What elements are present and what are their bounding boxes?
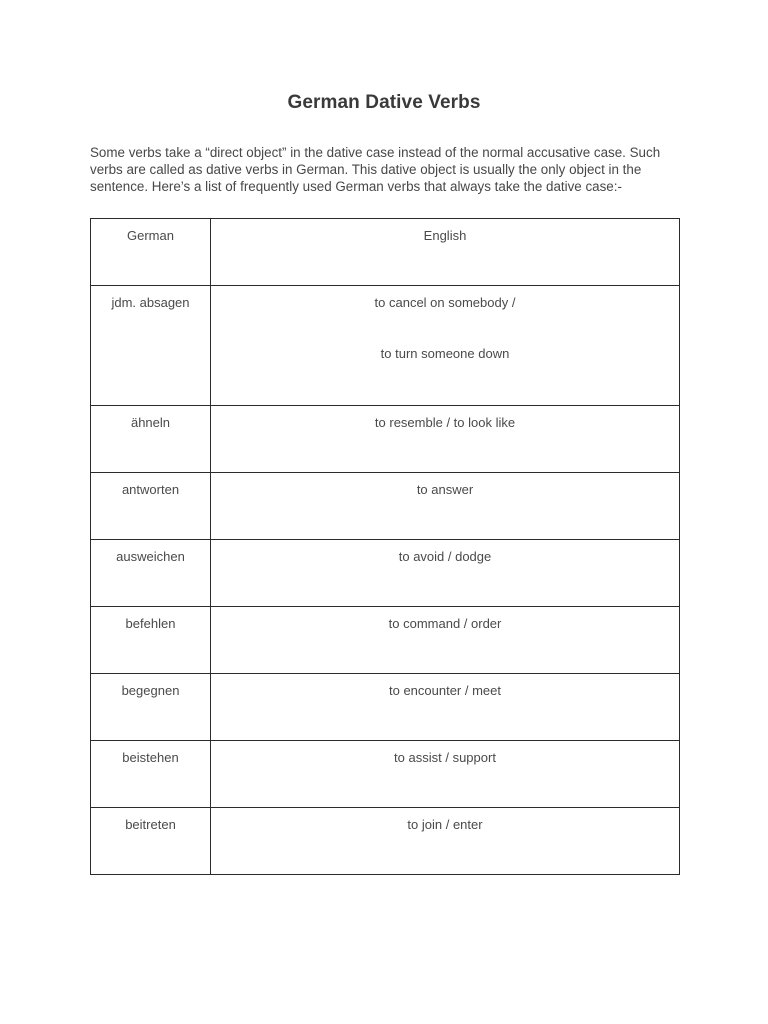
german-cell — [91, 473, 211, 540]
german-cell — [91, 741, 211, 808]
table-row — [91, 473, 680, 540]
english-cell — [211, 406, 680, 473]
table-row — [91, 406, 680, 473]
german-cell — [91, 674, 211, 741]
english-cell — [211, 473, 680, 540]
german-verb: ähneln — [130, 415, 171, 430]
german-verb: antworten — [121, 482, 180, 497]
table-header-row — [91, 219, 680, 286]
intro-paragraph: Some verbs take a “direct object” in the dative case instead of the normal accusative case. Such verbs are called as dative verbs in German. This dative object is usually the only object in the sentence. Here’s a list of frequently used German verbs that always take the dative case:- — [90, 145, 661, 194]
english-cell — [211, 674, 680, 741]
german-cell — [91, 808, 211, 875]
german-cell — [91, 286, 211, 406]
header-cell-german — [91, 219, 211, 286]
english-cell — [211, 607, 680, 674]
english-translation: to cancel on somebody / — [374, 295, 516, 310]
german-verb: begegnen — [121, 683, 180, 698]
german-cell — [91, 406, 211, 473]
english-translation: to avoid / dodge — [398, 549, 492, 564]
header-english-label: English — [423, 228, 467, 243]
header-german-label: German — [127, 228, 174, 243]
english-cell — [211, 741, 680, 808]
dative-verbs-table — [90, 218, 680, 875]
table-row — [91, 808, 680, 875]
english-cell — [211, 286, 680, 406]
german-verb: befehlen — [125, 616, 176, 631]
german-cell — [91, 540, 211, 607]
table-row — [91, 540, 680, 607]
english-cell — [211, 540, 680, 607]
table-row — [91, 674, 680, 741]
german-verb: jdm. absagen — [111, 295, 190, 310]
english-translation: to resemble / to look like — [374, 415, 516, 430]
table-row — [91, 286, 680, 406]
english-translation: to assist / support — [394, 750, 496, 765]
english-translation: to encounter / meet — [388, 683, 501, 698]
german-verb: ausweichen — [116, 549, 185, 564]
english-translation-continued: to turn someone down — [380, 346, 510, 361]
german-verb: beistehen — [122, 750, 179, 765]
table-row — [91, 741, 680, 808]
header-cell-english — [211, 219, 680, 286]
page-title: German Dative Verbs — [287, 92, 481, 113]
english-cell — [211, 808, 680, 875]
english-translation: to answer — [416, 482, 474, 497]
german-verb: beitreten — [125, 817, 176, 832]
english-translation: to join / enter — [407, 817, 483, 832]
german-cell — [91, 607, 211, 674]
english-translation: to command / order — [388, 616, 502, 631]
table-row — [91, 607, 680, 674]
